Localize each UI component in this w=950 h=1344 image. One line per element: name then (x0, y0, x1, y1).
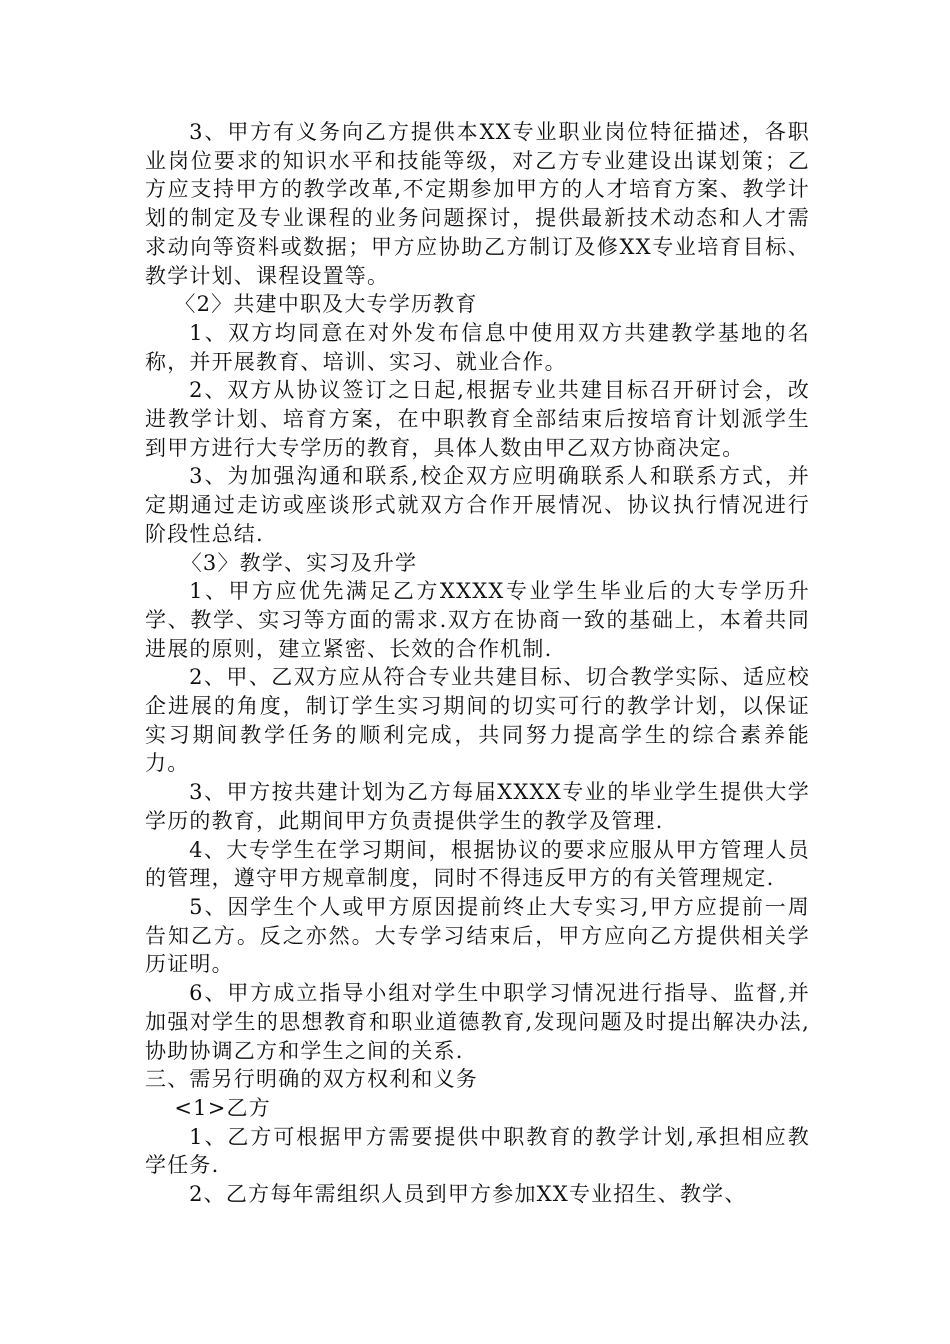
paragraph-p15: 1、乙方可根据甲方需要提供中职教育的教学计划,承担相应教学任务. (145, 1124, 810, 1178)
paragraph-p1: 3、甲方有义务向乙方提供本XX专业职业岗位特征描述，各职业岗位要求的知识水平和技能等级，对乙方专业建设出谋划策；乙方应支持甲方的教学改革,不定期参加甲方的人才培育方案、教学计划的制定及专业课程的业务问题探讨，提供最新技术动态和人才需求动向等资料或数据；甲方应协助乙方制订及修XX专业培育目标、教学计划、课程设置等。 (145, 120, 810, 288)
paragraph-p4: 2、双方从协议签订之日起,根据专业共建目标召开研讨会，改进教学计划、培育方案，在中职教育全部结束后按培育计划派学生到甲方进行大专学历的教育，具体人数由甲乙双方协商决定。 (145, 378, 810, 460)
chapter-heading-3: 三、需另行明确的双方权利和义务 (145, 1067, 478, 1092)
paragraph-p12: 6、甲方成立指导小组对学生中职学习情况进行指导、监督,并加强对学生的思想教育和职业道德教育,发现问题及时提出解决办法,协助协调乙方和学生之间的关系. (145, 981, 810, 1063)
paragraph-p5: 3、为加强沟通和联系,校企双方应明确联系人和联系方式，并定期通过走访或座谈形式就双方合作开展情况、协议执行情况进行阶段性总结. (145, 464, 810, 546)
section-heading-3: 〈3〉教学、实习及升学 (180, 550, 418, 575)
paragraph-p7: 1、甲方应优先满足乙方XXXX专业学生毕业后的大专学历升学、教学、实习等方面的需求.双方在协商一致的基础上，本着共同进展的原则，建立紧密、长效的合作机制. (145, 579, 810, 661)
paragraph-p11: 5、因学生个人或甲方原因提前终止大专实习,甲方应提前一周告知乙方。反之亦然。大专学习结束后，甲方应向乙方提供相关学历证明。 (145, 894, 810, 977)
paragraph-p3: 1、双方均同意在对外发布信息中使用双方共建教学基地的名称，并开展教育、培训、实习、就业合作。 (145, 320, 810, 374)
paragraph-p16: 2、乙方每年需组织人员到甲方参加XX专业招生、教学、 (189, 1182, 747, 1207)
paragraph-p10: 4、大专学生在学习期间，根据协议的要求应服从甲方管理人员的管理，遵守甲方规章制度，同时不得违反甲方的有关管理规定. (145, 837, 810, 891)
paragraph-p9: 3、甲方按共建计划为乙方每届XXXX专业的毕业学生提供大学学历的教育，此期间甲方负责提供学生的教学及管理. (145, 780, 810, 833)
section-heading-2: 〈2〉共建中职及大专学历教育 (174, 292, 478, 317)
document-body (145, 118, 810, 1209)
section-heading-party-b: <1>乙方 (174, 1095, 271, 1120)
paragraph-p8: 2、甲、乙双方应从符合专业共建目标、切合教学实际、适应校企进展的角度，制订学生实习期间的切实可行的教学计划，以保证实习期间教学任务的顺利完成，共同努力提高学生的综合素养能力。 (145, 665, 810, 776)
